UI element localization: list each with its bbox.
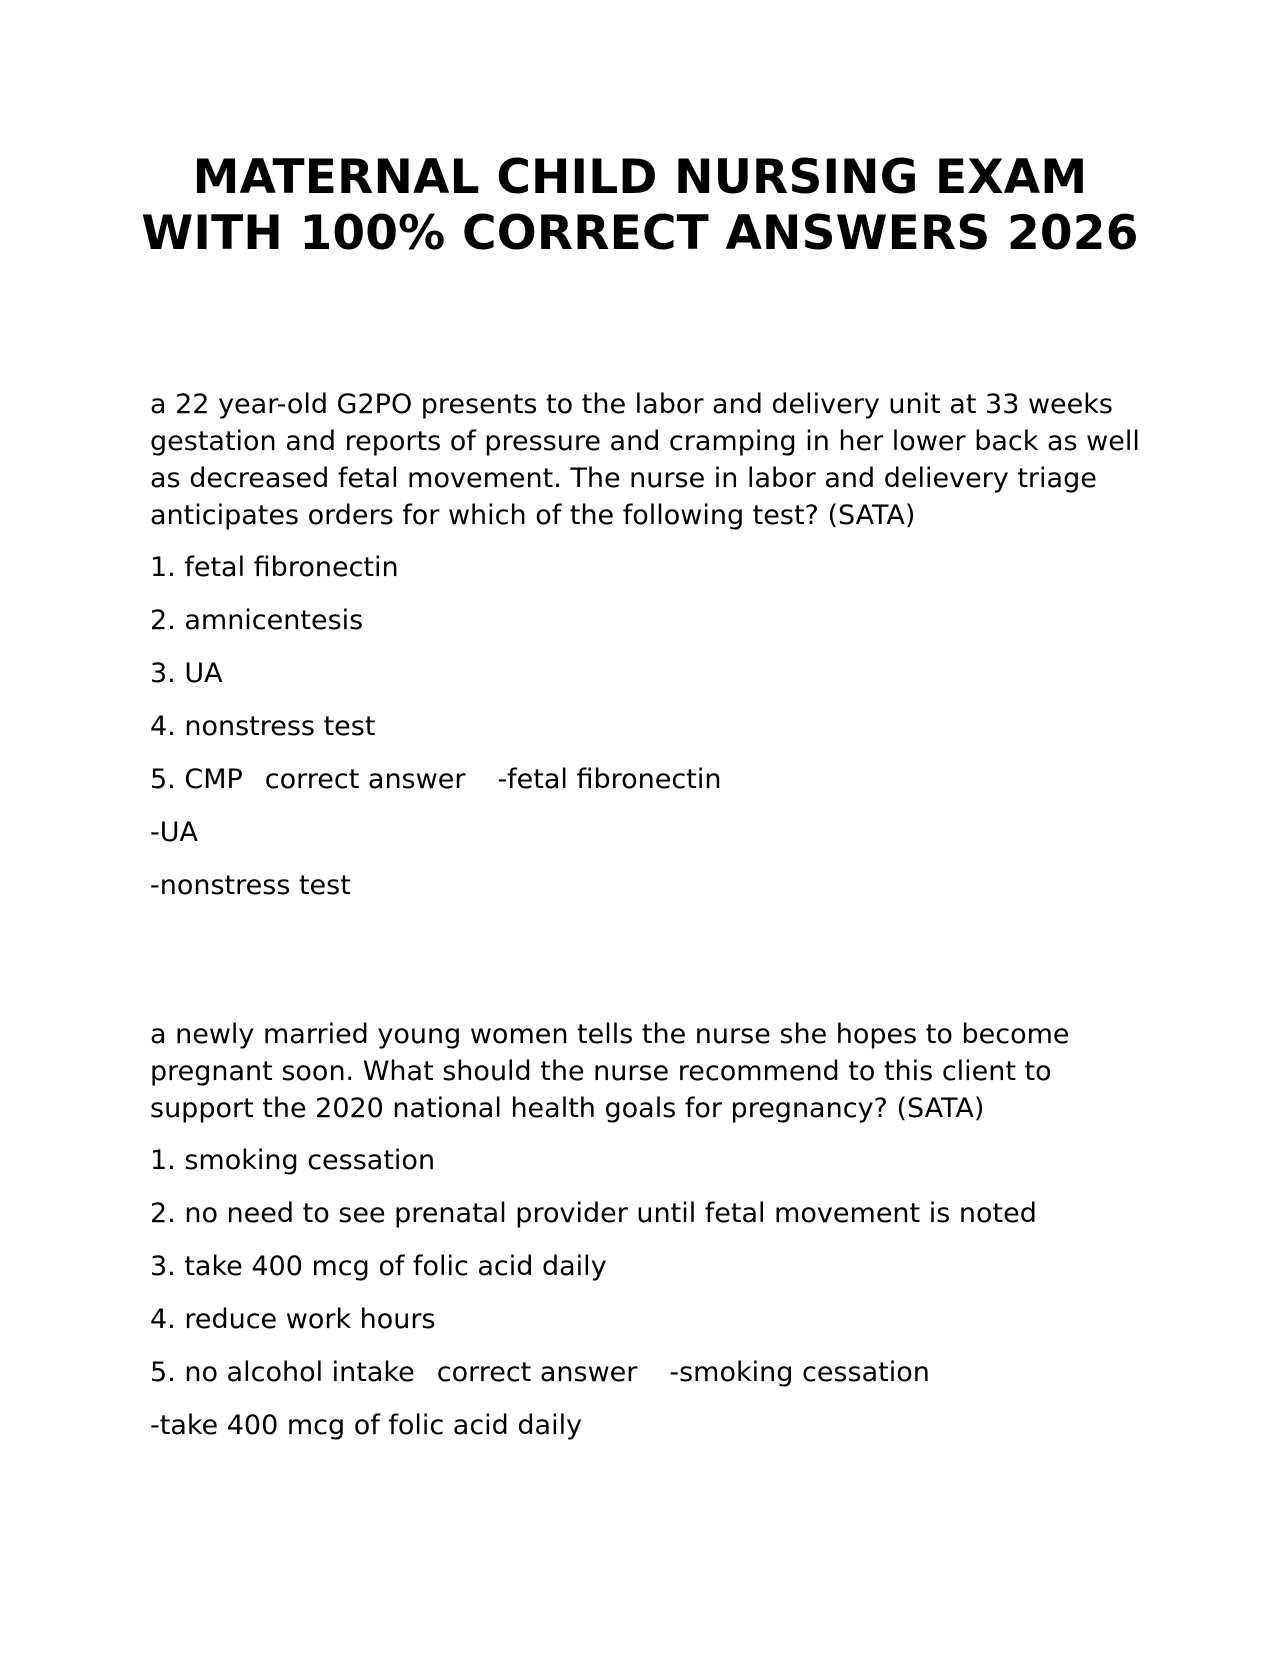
question-2 <box>150 1016 1150 1460</box>
question-1-option-3: 3. UA <box>150 658 223 689</box>
question-1-option-2: 2. amnicentesis <box>150 605 364 636</box>
question-1-answer-3: -nonstress test <box>150 870 351 901</box>
question-1-stem: a 22 year-old G2PO presents to the labor and delivery unit at 33 weeks gestation and reports of pressure and cramping in her lower back as well as decreased fetal movement. The nurse in labor and delievery triage anticipates orders for which of the following test? (SATA) <box>150 389 1140 531</box>
question-1-option-5: 5. CMP <box>150 764 243 795</box>
question-2-option-5-row <box>150 1354 1150 1391</box>
question-1-answer-2: -UA <box>150 817 198 848</box>
question-2-answer-2: -take 400 mcg of folic acid daily <box>150 1410 583 1441</box>
title-line-2: WITH 100% CORRECT ANSWERS 2026 <box>141 206 1139 261</box>
question-1-option-5-row <box>150 761 1150 798</box>
question-1-answer-1: -fetal fibronectin <box>497 764 722 795</box>
question-1-answer-label: correct answer <box>264 764 466 795</box>
question-2-stem: a newly married young women tells the nurse she hopes to become pregnant soon. What should the nurse recommend to this client to support the 2020 national health goals for pregnancy? (SATA) <box>150 1019 1070 1124</box>
question-2-option-4: 4. reduce work hours <box>150 1304 436 1335</box>
question-2-option-5: 5. no alcohol intake <box>150 1357 415 1388</box>
document-title <box>140 150 1140 262</box>
question-2-option-2: 2. no need to see prenatal provider until fetal movement is noted <box>150 1198 1037 1229</box>
title-line-1: MATERNAL CHILD NURSING EXAM <box>192 150 1088 205</box>
question-2-option-3: 3. take 400 mcg of folic acid daily <box>150 1251 607 1282</box>
question-1-option-4: 4. nonstress test <box>150 711 376 742</box>
question-2-answer-label: correct answer <box>436 1357 638 1388</box>
question-1-option-1: 1. fetal fibronectin <box>150 552 399 583</box>
question-2-answer-1: -smoking cessation <box>669 1357 930 1388</box>
question-2-option-1: 1. smoking cessation <box>150 1145 436 1176</box>
question-1 <box>150 386 1150 920</box>
